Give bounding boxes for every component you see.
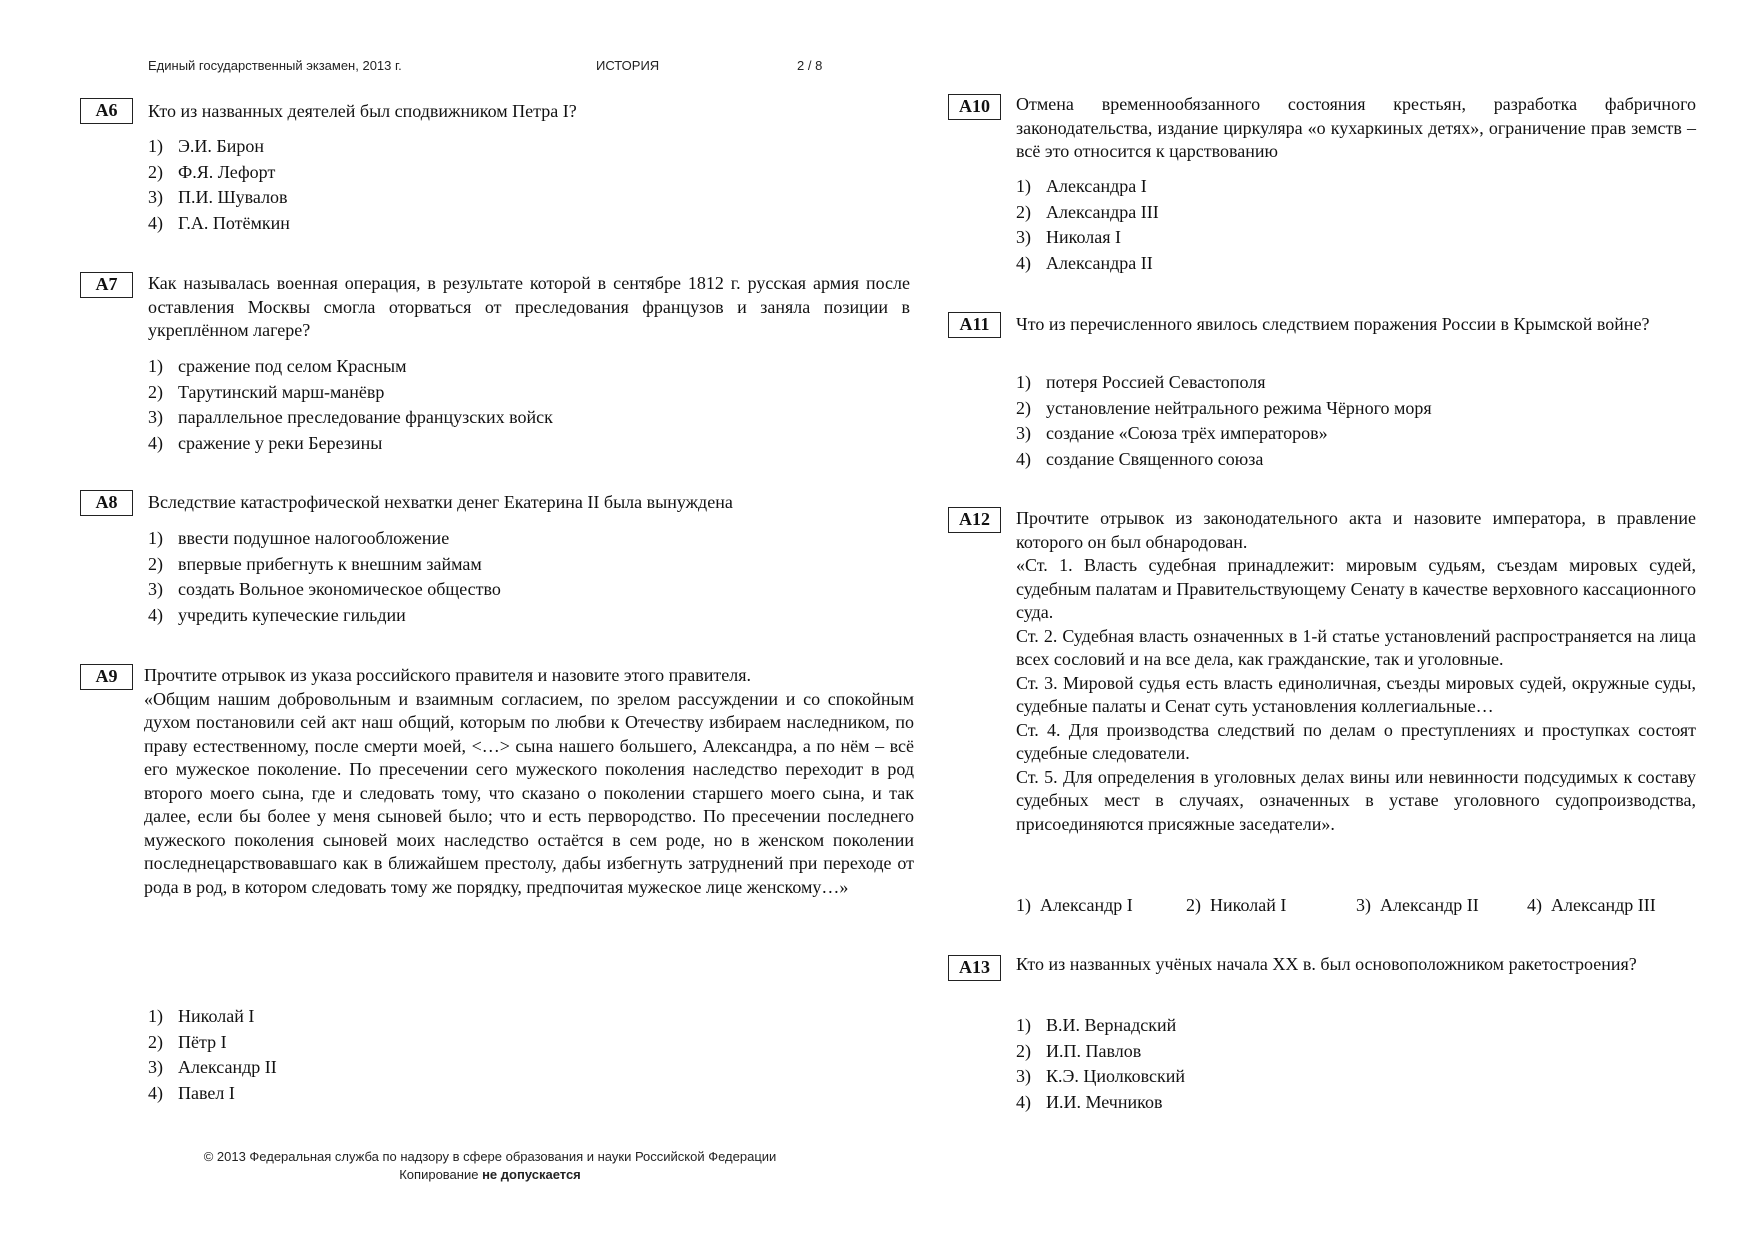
answer-option[interactable]: 1) В.И. Вернадский (1016, 1015, 1177, 1035)
quoted-article-5: Ст. 5. Для определения в уголовных делах вины или невинности подсудимых к составу судебных мест в случаях, означенных в уставе уголовного судопроизводства, присоединяются присяжные заседатели». (1016, 766, 1696, 834)
answer-option[interactable]: 3) параллельное преследование французских войск (148, 407, 553, 427)
answer-option[interactable]: 4) Г.А. Потёмкин (148, 212, 290, 233)
answer-options (1016, 1013, 1185, 1115)
question-paragraph: Прочтите отрывок из законодательного акта и назовите императора, в правление которого он был обнародован. (1016, 508, 1696, 552)
answer-option[interactable]: 1) Александра I (1016, 176, 1147, 196)
answer-option[interactable]: 1) потеря Россией Севастополя (1016, 372, 1266, 392)
answer-options (1016, 895, 1696, 921)
answer-options (148, 134, 290, 236)
answer-options (148, 354, 553, 456)
footer-copyright (150, 1148, 830, 1184)
header-subject: ИСТОРИЯ (596, 58, 660, 73)
answer-option[interactable]: 1) Николай I (148, 1006, 255, 1026)
answer-option[interactable]: 3) К.Э. Циолковский (1016, 1066, 1185, 1086)
answer-option[interactable]: 4) сражение у реки Березины (148, 432, 383, 453)
question-paragraph: Кто из названных деятелей был сподвижником Петра I? (148, 101, 577, 121)
question-paragraph: Отмена временнообязанного состояния крестьян, разработка фабричного законодательства, издание циркуляра «о кухаркиных детях», ограничение прав земств – всё это относится к царствованию (1016, 94, 1696, 161)
answer-option[interactable]: 4) учредить купеческие гильдии (148, 604, 406, 625)
answer-option[interactable]: 3) Николая I (1016, 227, 1121, 247)
question-paragraph: Как называлась военная операция, в результате которой в сентябре 1812 г. русская армия после оставления Москвы смогла оторваться от преследования французов и заняла позиции в укреплённом лагере? (148, 273, 910, 340)
answer-options (1016, 174, 1159, 276)
quoted-article-2: Ст. 2. Судебная власть означенных в 1-й статье установлений распространяется на лица всех сословий и на все дела, как гражданские, так и уголовные. (1016, 625, 1696, 669)
question-text (1016, 953, 1696, 977)
answer-option[interactable]: 3) создание «Союза трёх императоров» (1016, 423, 1328, 443)
quoted-article-4: Ст. 4. Для производства следствий по делам о преступлениях и проступках состоят судебные следователи. (1016, 719, 1696, 763)
answer-option[interactable]: 3) Александр II (1356, 895, 1479, 915)
answer-option[interactable]: 2) Ф.Я. Лефорт (148, 161, 276, 182)
answer-options (148, 1004, 277, 1106)
answer-options (1016, 370, 1432, 472)
question-paragraph: Что из перечисленного явилось следствием поражения России в Крымской войне? (1016, 314, 1650, 334)
footer-line-2: Копирование не допускается (399, 1167, 581, 1182)
footer-line-1: © 2013 Федеральная служба по надзору в сфере образования и науки Российской Федерации (203, 1149, 777, 1164)
question-number: A11 (948, 312, 1001, 338)
question-number: A13 (948, 955, 1001, 981)
answer-option[interactable]: 1) Э.И. Бирон (148, 136, 264, 156)
answer-option[interactable]: 3) создать Вольное экономическое общество (148, 579, 501, 599)
question-text (148, 100, 908, 124)
answer-option[interactable]: 2) Александра III (1016, 201, 1159, 222)
answer-option[interactable]: 4) Александра II (1016, 252, 1153, 273)
question-number: A7 (80, 272, 133, 298)
question-paragraph: Прочтите отрывок из указа российского правителя и назовите этого правителя. (144, 665, 752, 685)
answer-option[interactable]: 2) Пётр I (148, 1031, 227, 1052)
question-paragraph: Вследствие катастрофической нехватки денег Екатерина II была вынуждена (148, 492, 733, 512)
answer-options (148, 526, 501, 628)
answer-option[interactable]: 4) И.И. Мечников (1016, 1091, 1163, 1112)
question-number: A9 (80, 664, 133, 690)
question-number: A6 (80, 98, 133, 124)
answer-option[interactable]: 2) впервые прибегнуть к внешним займам (148, 553, 482, 574)
header-page-number: 2 / 8 (797, 58, 823, 73)
answer-option[interactable]: 1) сражение под селом Красным (148, 356, 407, 376)
answer-option[interactable]: 2) Николай I (1186, 895, 1287, 915)
answer-option[interactable]: 1) Александр I (1016, 895, 1133, 915)
question-number: A10 (948, 94, 1001, 120)
answer-option[interactable]: 4) Павел I (148, 1082, 235, 1103)
quoted-article-3: Ст. 3. Мировой судья есть власть единоличная, съезды мировых судей, окружные суды, судебные палаты и Сенат суть установления коллегиальные… (1016, 672, 1696, 716)
question-text (144, 664, 914, 899)
question-number: A12 (948, 507, 1001, 533)
question-text (148, 491, 910, 515)
answer-option[interactable]: 2) установление нейтрального режима Чёрного моря (1016, 397, 1432, 418)
answer-option[interactable]: 4) Александр III (1527, 895, 1656, 915)
quoted-excerpt: «Общим нашим добровольным и взаимным согласием, по зрелом рассуждении и со спокойным духом постановили сей акт наш общий, которым по любви к Отечеству избираем наследником, по праву естественному, после смерти моей, <…> сына нашего большего, Александра, а по нём – всё его мужеское поколение. По пресечении сего мужеского поколения наследство переходит в род второго моего сына, где и следовать тому, что сказано о поколении старшего моего сына, и так далее, если бы более у меня сыновей было; что и есть первородство. По пресечении последнего мужеского поколения сыновей моих наследство остаётся в сем роде, но в женском поколении последнецарствовавшаго как в ближайшем престолу, дабы избегнуть затруднений при переходе от рода в род, в котором следовать тому же порядку, предпочитая мужеское лице женскому…» (144, 688, 914, 897)
question-paragraph: Кто из названных учёных начала XX в. был основоположником ракетостроения? (1016, 954, 1637, 974)
answer-option[interactable]: 2) И.П. Павлов (1016, 1040, 1142, 1061)
answer-option[interactable]: 1) ввести подушное налогообложение (148, 528, 450, 548)
answer-option[interactable]: 4) создание Священного союза (1016, 448, 1264, 469)
answer-option[interactable]: 3) Александр II (148, 1057, 277, 1077)
question-text (148, 272, 910, 343)
answer-option[interactable]: 2) Тарутинский марш-манёвр (148, 381, 385, 402)
quoted-article-1: «Ст. 1. Власть судебная принадлежит: мировым судьям, съездам мировых судей, судебным палатам и Правительствующему Сенату в качестве верховного кассационного суда. (1016, 555, 1696, 622)
answer-option[interactable]: 3) П.И. Шувалов (148, 187, 288, 207)
header-left: Единый государственный экзамен, 2013 г. (148, 58, 402, 73)
question-number: A8 (80, 490, 133, 516)
question-text (1016, 507, 1696, 836)
question-text (1016, 313, 1696, 337)
question-text (1016, 93, 1696, 164)
